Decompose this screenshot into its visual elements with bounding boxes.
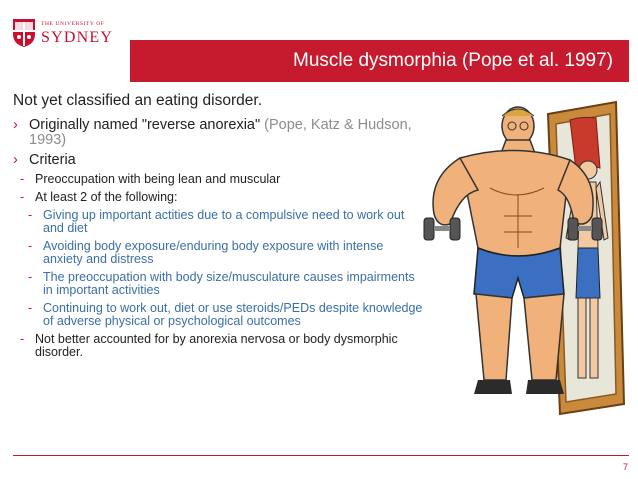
bullet-text: Originally named "reverse anorexia" [29, 117, 261, 133]
criterion-sub-item [13, 240, 423, 266]
logo-big-text: SYDNEY [41, 28, 114, 46]
page-number: 7 [622, 462, 628, 472]
bullet-chevron-icon: › [13, 117, 18, 133]
bullet-chevron-icon: › [13, 152, 18, 168]
slide-title: Muscle dysmorphia (Pope et al. 1997) [293, 50, 613, 71]
bullet-reverse-anorexia [13, 118, 423, 148]
dash-marker: - [20, 172, 25, 186]
lead-text: Not yet classified an eating disorder. [13, 92, 262, 109]
title-bar [130, 40, 629, 82]
criterion-item [15, 333, 423, 359]
criterion-sub-item [13, 209, 423, 235]
sub-item-text: Continuing to work out, diet or use steroids/PEDs despite knowledge of adverse physical or psychological outcomes [43, 301, 423, 328]
dash-marker: - [28, 270, 33, 284]
bullet-criteria [13, 153, 423, 168]
dash-marker: - [20, 332, 25, 346]
criterion-item [15, 191, 423, 204]
logo-small-text: THE UNIVERSITY OF [41, 21, 105, 27]
criterion-text: Not better accounted for by anorexia nervosa or body dysmorphic disorder. [35, 332, 398, 359]
dash-marker: - [20, 190, 25, 204]
university-logo [12, 12, 130, 68]
footer-divider [13, 455, 629, 456]
sub-item-text: Avoiding body exposure/enduring body exposure with intense anxiety and distress [43, 239, 384, 266]
bullet-citation: (Pope, Katz & Hudson, 1993) [29, 117, 412, 148]
dash-marker: - [28, 208, 33, 222]
bullet-text: Criteria [29, 152, 76, 168]
sub-item-text: Giving up important actities due to a compulsive need to work out and diet [43, 208, 405, 235]
dash-marker: - [28, 239, 33, 253]
criterion-text: Preoccupation with being lean and muscular [35, 172, 281, 186]
criterion-item [15, 173, 423, 186]
criterion-text: At least 2 of the following: [35, 190, 178, 204]
dash-marker: - [28, 301, 33, 315]
university-crest-icon [12, 18, 36, 48]
criterion-sub-item [13, 271, 423, 297]
criterion-sub-item [13, 302, 423, 328]
sub-item-text: The preoccupation with body size/musculature causes impairments in important activities [43, 270, 415, 297]
slide-content [13, 91, 423, 364]
muscle-dysmorphia-illustration [420, 98, 630, 416]
